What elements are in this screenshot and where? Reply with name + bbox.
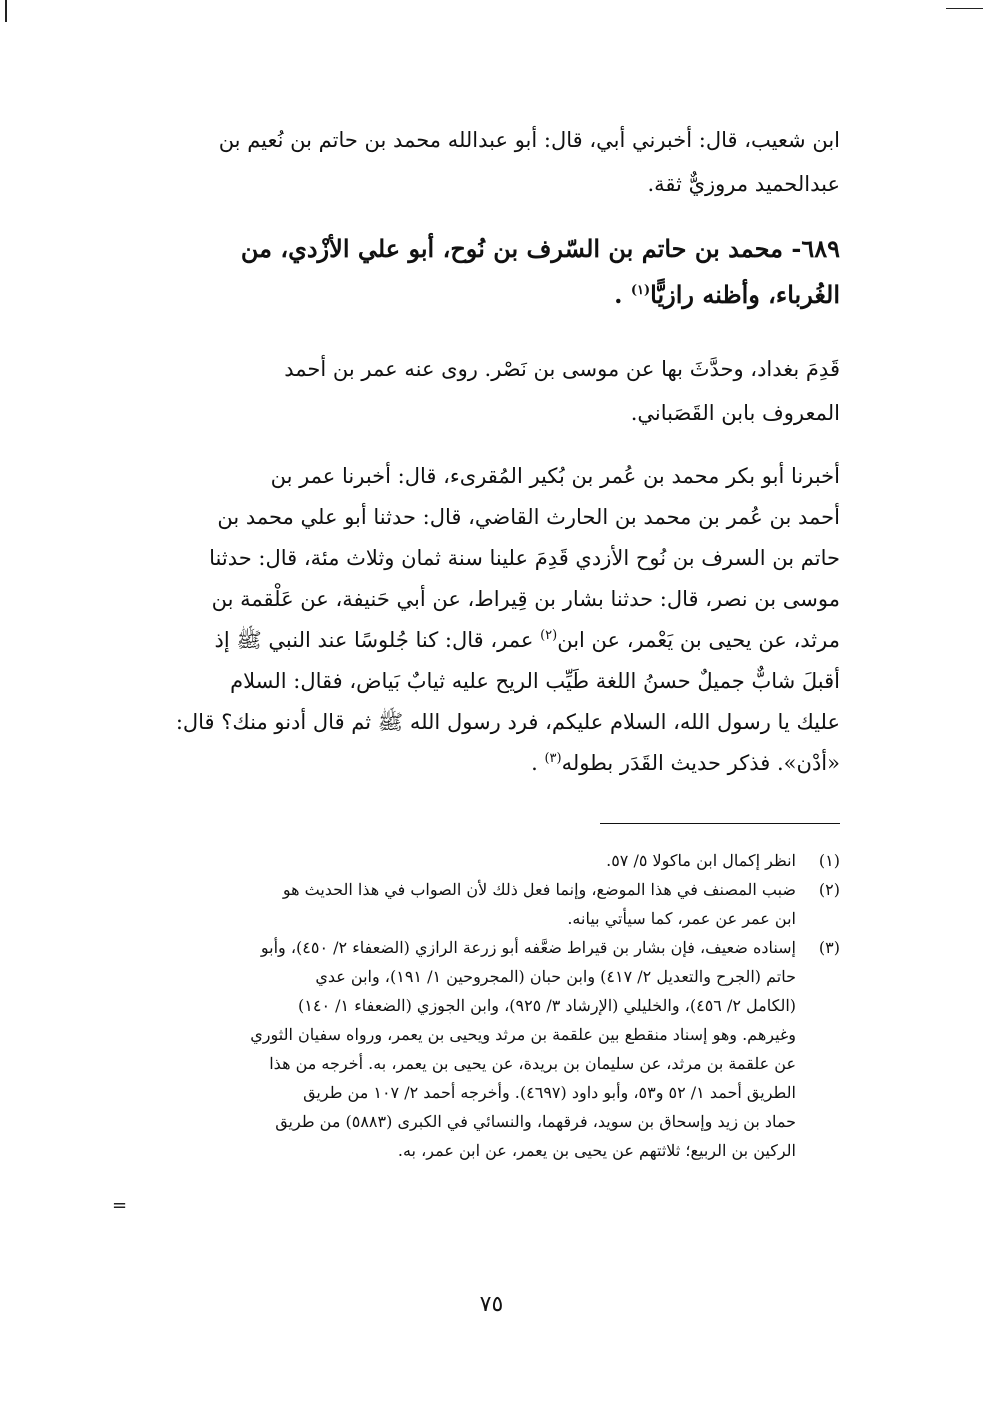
bio-line-1: قَدِمَ بغداد، وحدَّثَ بها عن موسى بن نَصْر. روى عنه عمر بن أحمد bbox=[284, 357, 840, 381]
bio-line-2: المعروف بابن القَصَباني. bbox=[630, 401, 840, 425]
footnote-body bbox=[128, 875, 796, 933]
intro-line-1: ابن شعيب، قال: أخبرني أبي، قال: أبو عبدالله محمد بن حاتم بن نُعيم بن bbox=[218, 128, 840, 152]
isnad-paragraph bbox=[128, 456, 840, 784]
footnote-ref-1: (١) bbox=[630, 283, 651, 298]
footnote-body bbox=[128, 846, 796, 875]
isnad-line-4: موسى بن نصر، قال: حدثنا بشار بن قِيراط، عن أبي حَنيفة، عن عَلْقمة بن bbox=[211, 587, 840, 611]
isnad-line-7: عليك يا رسول الله، السلام عليكم، فرد رسول الله ﷺ ثم قال أدنو منك؟ قال: bbox=[175, 710, 840, 734]
footnote-1 bbox=[128, 846, 840, 875]
isnad-line-8 bbox=[128, 743, 840, 784]
footnote-line: حاتم (الجرح والتعديل ٢/ ٤١٧) وابن حبان (المجروحين ١/ ١٩١)، وابن عدي bbox=[315, 967, 796, 986]
intro-paragraph bbox=[128, 118, 840, 206]
footnote-line: إسناده ضعيف، فإن بشار بن قيراط ضعَّفه أبو زرعة الرازي (الضعفاء ٢/ ٤٥٠)، وأبو bbox=[260, 938, 796, 957]
footnote-line: حماد بن زيد وإسحاق بن سويد، فرقهما، والنسائي في الكبرى (٥٨٨٣) من طريق bbox=[275, 1112, 796, 1131]
footnote-line: ضبب المصنف في هذا الموضع، وإنما فعل ذلك لأن الصواب في هذا الحديث هو bbox=[282, 880, 796, 899]
footnote-line: الطريق أحمد ١/ ٥٢ و٥٣، وأبو داود (٤٦٩٧). وأخرجه أحمد ٢/ ١٠٧ من طريق bbox=[303, 1083, 796, 1102]
intro-line-2: عبدالحميد مروزيٌّ ثقة. bbox=[647, 172, 840, 196]
footnote-separator bbox=[600, 823, 840, 824]
entry-heading-end: . bbox=[614, 280, 631, 309]
footnote-line: الركين بن الربيع؛ ثلاثتهم عن يحيى بن يعمر، عن ابن عمر، به. bbox=[397, 1141, 796, 1160]
isnad-line-8-end: . bbox=[531, 751, 545, 775]
isnad-line-6: أقبلَ شابٌّ جميلٌ حسنُ اللغة طَيِّب الريح عليه ثيابٌ بَياض، فقال: السلام bbox=[230, 669, 840, 693]
footnote-line: عن علقمة بن مرثد، عن سليمان بن بريدة، عن يحيى بن يعمر، به. أخرجه من هذا bbox=[269, 1054, 796, 1073]
isnad-line-5-b: عمر، قال: كنا جُلوسًا عند النبي ﷺ إذ bbox=[214, 628, 541, 652]
isnad-line-8-text: «أدْن». فذكر حديث القَدَر بطوله bbox=[561, 751, 840, 775]
footnote-number: (٣) bbox=[818, 938, 840, 957]
entry-heading bbox=[128, 226, 840, 318]
entry-heading-line-1: ٦٨٩- محمد بن حاتم بن السّرف بن نُوح، أبو علي الأزْدي، من bbox=[240, 234, 840, 263]
isnad-line-1: أخبرنا أبو بكر محمد بن عُمر بن بُكير المُقرىء، قال: أخبرنا عمر بن bbox=[270, 464, 840, 488]
isnad-line-2: أحمد بن عُمر بن محمد بن الحارث القاضي، قال: حدثنا أبو علي محمد بن bbox=[217, 505, 840, 529]
margin-continuation-mark: = bbox=[112, 1195, 128, 1216]
footnote-line: وغيرهم. وهو إسناد منقطع بين علقمة بن مرثد ويحيى بن يعمر، ورواه سفيان الثوري bbox=[250, 1025, 796, 1044]
footnote-body bbox=[128, 933, 796, 1165]
footnote-2 bbox=[128, 875, 840, 933]
isnad-line-5 bbox=[128, 620, 840, 661]
entry-heading-line-2 bbox=[128, 272, 840, 318]
footnote-line: (الكامل ٢/ ٤٥٦)، والخليلي (الإرشاد ٣/ ٩٢٥)، وابن الجوزي (الضعفاء ١/ ١٤٠) bbox=[298, 996, 796, 1015]
scan-edge-line-left bbox=[5, 0, 7, 22]
bio-paragraph bbox=[128, 347, 840, 435]
page-number: ٧٥ bbox=[479, 1292, 504, 1317]
entry-heading-line-2-text: الغُرباء، وأظنه رازيًّا bbox=[650, 280, 840, 309]
footnote-3 bbox=[128, 933, 840, 1165]
footnotes bbox=[128, 846, 840, 1165]
footnote-number: (٢) bbox=[818, 880, 840, 899]
isnad-line-5-a: مرثد، عن يحيى بن يَعْمر، عن ابن bbox=[557, 628, 840, 652]
scan-edge-line-top-right bbox=[946, 8, 983, 9]
footnote-line: انظر إكمال ابن ماكولا ٥/ ٥٧. bbox=[606, 851, 796, 870]
isnad-line-3: حاتم بن السرف بن نُوح الأزدي قَدِمَ علينا سنة ثمان وثلاث مئة، قال: حدثنا bbox=[209, 546, 840, 570]
footnote-ref-2: (٢) bbox=[540, 628, 558, 643]
footnote-ref-3: (٣) bbox=[544, 751, 562, 766]
footnote-number: (١) bbox=[818, 851, 840, 870]
footnote-line: ابن عمر عن عمر، كما سيأتي بيانه. bbox=[567, 909, 796, 928]
